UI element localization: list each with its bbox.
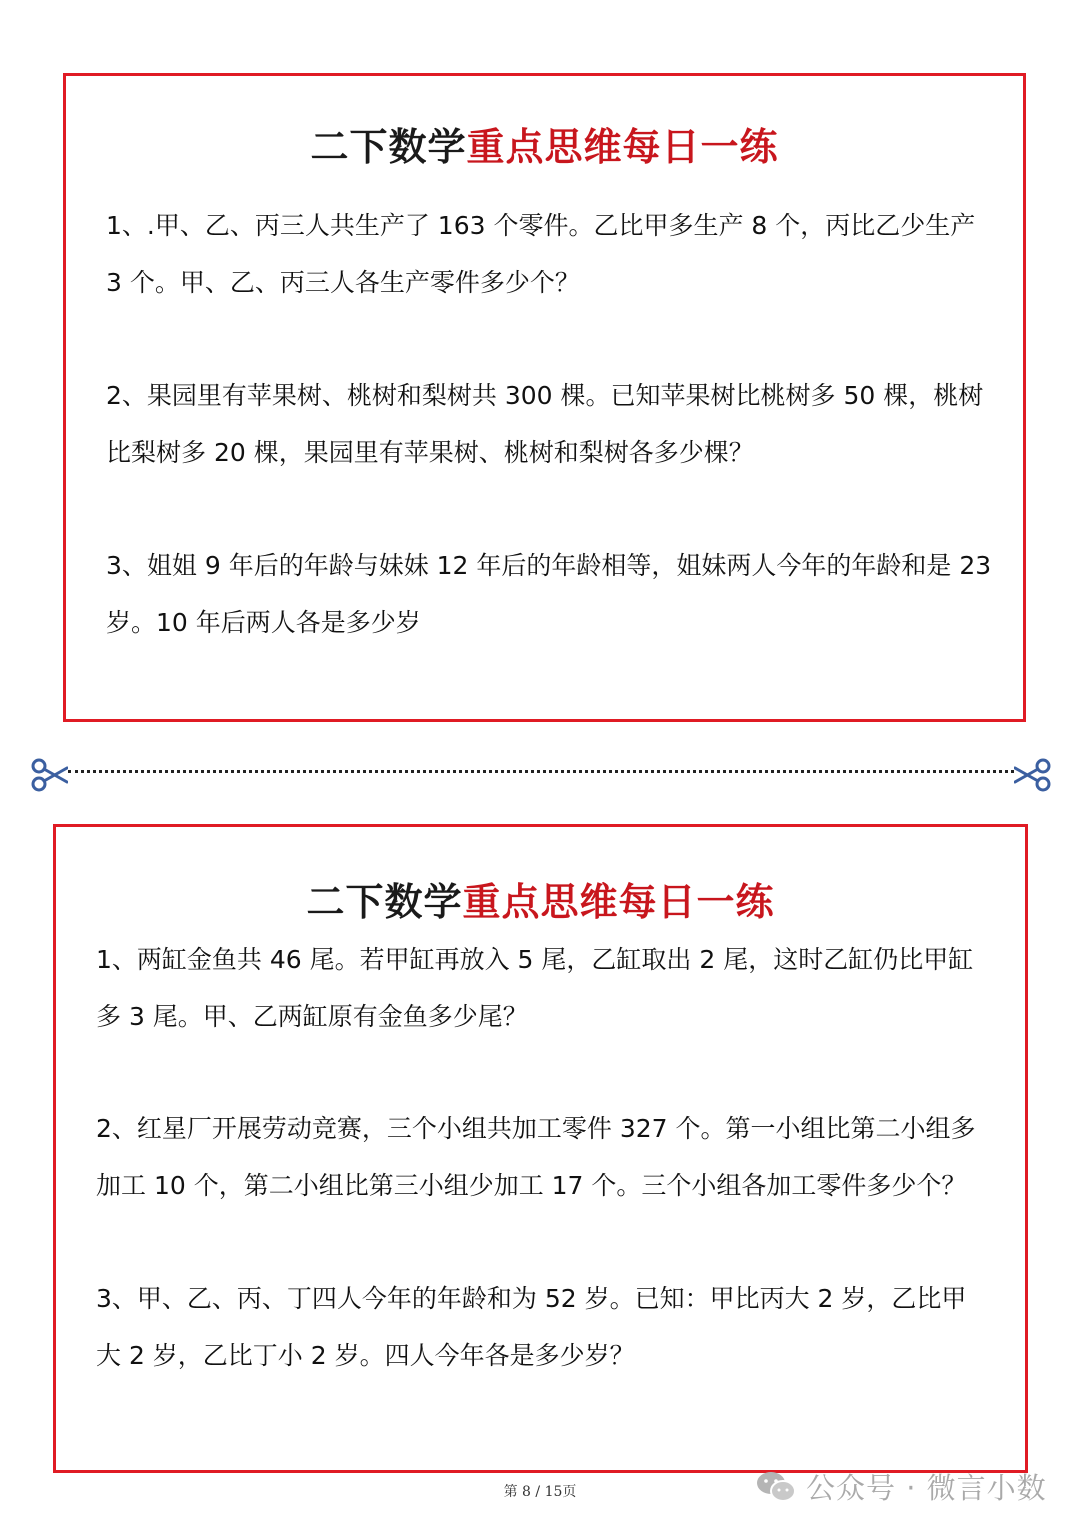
watermark-text: 公众号 · 微言小数: [806, 1471, 1047, 1505]
page-number: 第 8 / 15页: [503, 1484, 577, 1500]
question-3: 3、甲、乙、丙、丁四人今年的年龄和为 52 岁。已知：甲比丙大 2 岁，乙比甲大 2 岁，乙比丁小 2 岁。四人今年各是多少岁？: [96, 1284, 967, 1370]
wechat-icon: [756, 1470, 796, 1504]
question-1: 1、两缸金鱼共 46 尾。若甲缸再放入 5 尾，乙缸取出 2 尾，这时乙缸仍比甲缸多 3 尾。甲、乙两缸原有金鱼多少尾？: [96, 945, 974, 1031]
question-1: 1、.甲、乙、丙三人共生产了 163 个零件。乙比甲多生产 8 个，丙比乙少生产 3 个。甲、乙、丙三人各生产零件多少个？: [106, 211, 976, 297]
question-3: 3、姐姐 9 年后的年龄与妹妹 12 年后的年龄相等，姐妹两人今年的年龄和是 23 岁。10 年后两人各是多少岁: [106, 551, 992, 637]
worksheet-title: 二下数学重点思维每日一练: [306, 879, 775, 924]
scissors-icon: [30, 757, 68, 793]
question-2: 2、红星厂开展劳动竞赛，三个小组共加工零件 327 个。第一小组比第二小组多加工 10 个，第二小组比第三小组少加工 17 个。三个小组各加工零件多少个？: [96, 1114, 976, 1200]
worksheet-card-2: [53, 824, 1028, 1473]
worksheet-title: 二下数学重点思维每日一练: [310, 124, 779, 169]
question-2: 2、果园里有苹果树、桃树和梨树共 300 棵。已知苹果树比桃树多 50 棵，桃树比梨树多 20 棵，果园里有苹果树、桃树和梨树各多少棵？: [106, 381, 984, 467]
watermark: [756, 1466, 1047, 1507]
cut-line: [30, 755, 1052, 795]
scissors-icon: [1014, 757, 1052, 793]
dotted-divider: [68, 770, 1014, 773]
worksheet-card-1: [63, 73, 1026, 722]
